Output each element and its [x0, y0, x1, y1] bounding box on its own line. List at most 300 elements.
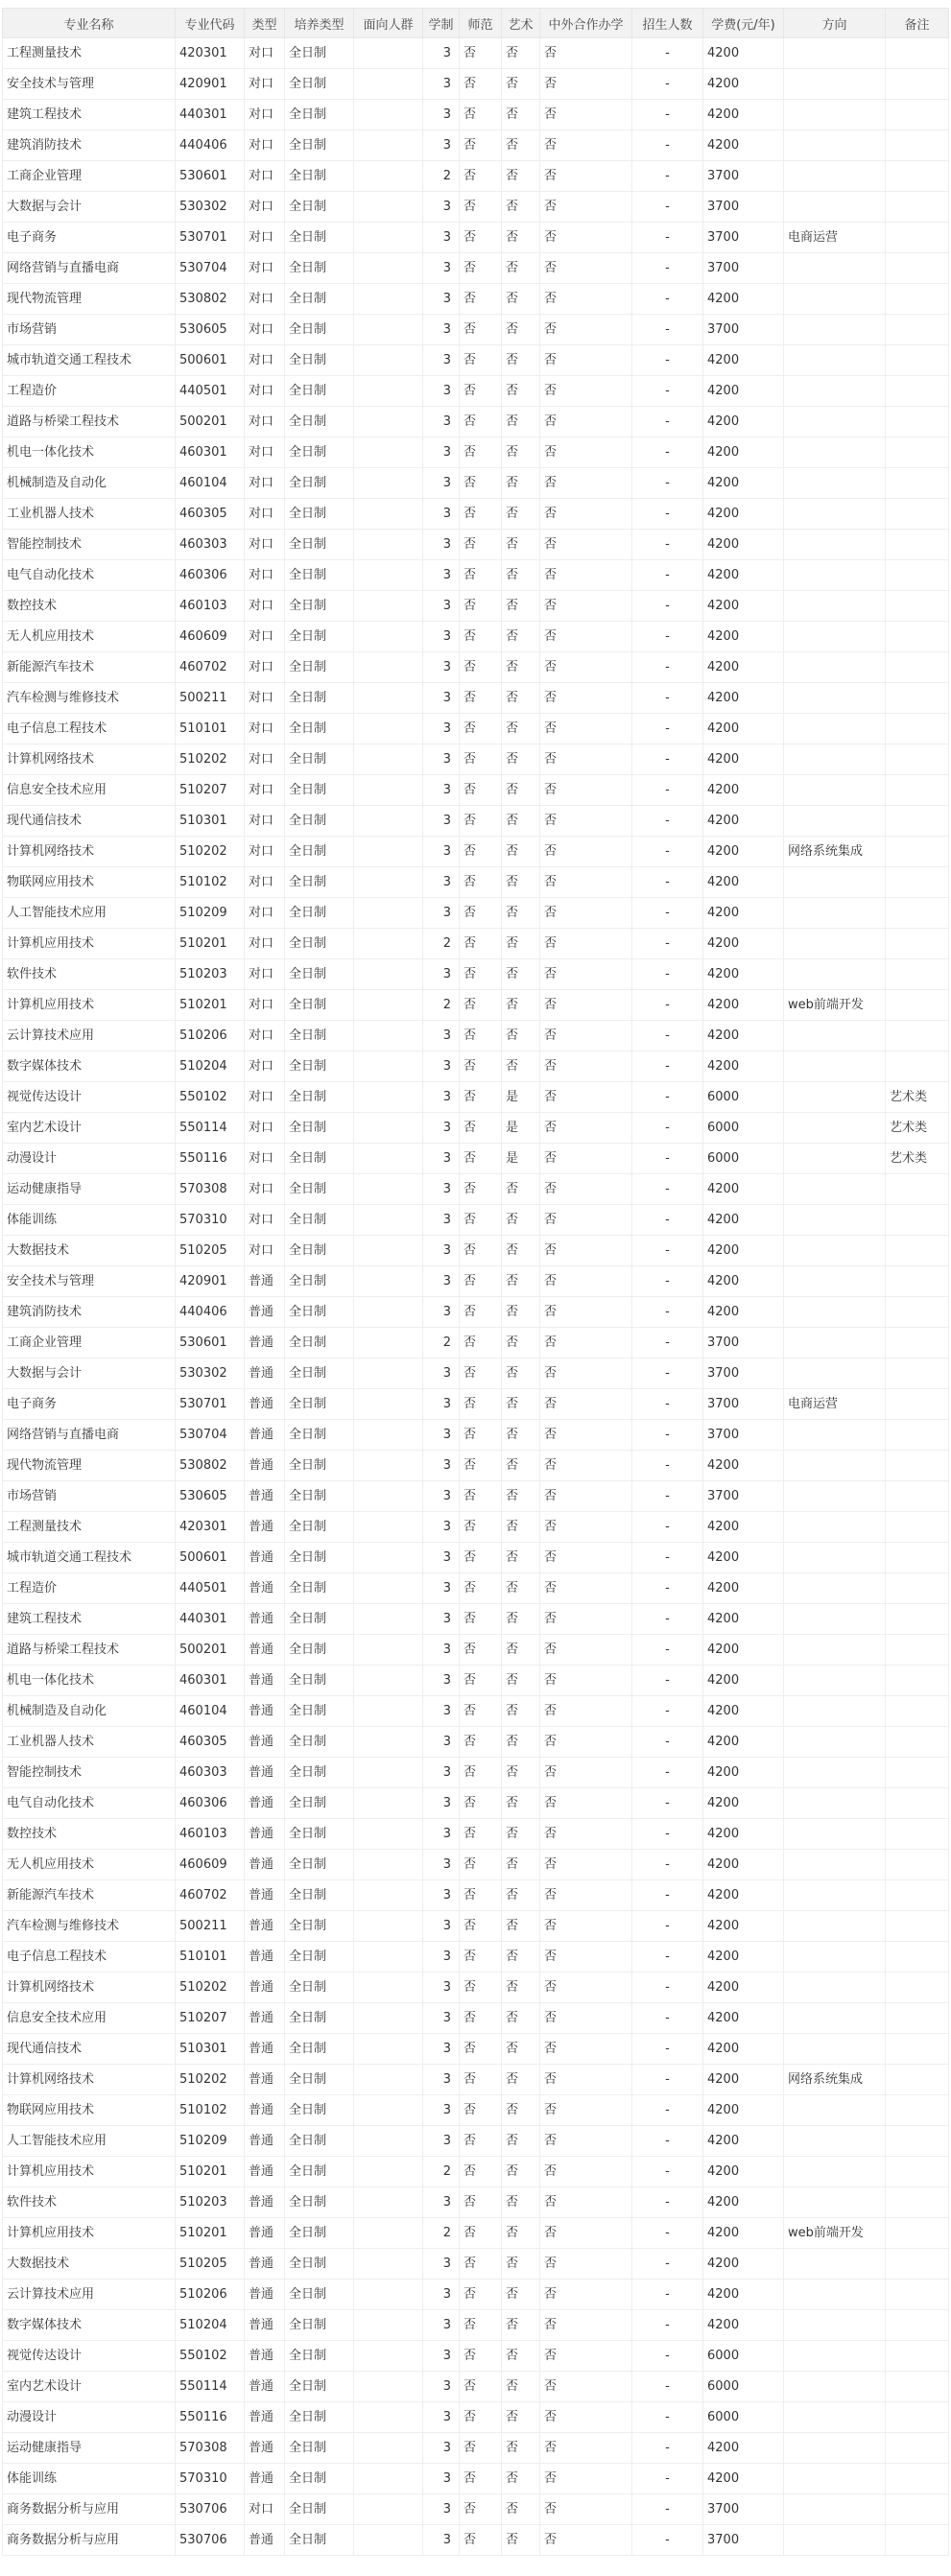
cell-training: 全日制 [285, 1727, 354, 1758]
cell-years: 3 [423, 2034, 460, 2065]
cell-type: 普通 [245, 1297, 285, 1328]
cell-target [354, 1604, 423, 1635]
cell-years: 3 [423, 2525, 460, 2556]
cell-normal: 否 [460, 2402, 502, 2433]
cell-quota: - [632, 130, 703, 161]
cell-remark [886, 2433, 949, 2464]
cell-art: 是 [502, 1113, 540, 1144]
table-row [3, 2280, 949, 2310]
cell-quota: - [632, 1758, 703, 1788]
cell-years: 3 [423, 315, 460, 345]
table-row [3, 990, 949, 1021]
cell-target [354, 1635, 423, 1666]
cell-direction [784, 2341, 886, 2372]
cell-years: 3 [423, 1052, 460, 1082]
cell-years: 3 [423, 1359, 460, 1389]
cell-quota: - [632, 1543, 703, 1573]
table-row [3, 376, 949, 407]
cell-quota: - [632, 2341, 703, 2372]
cell-art: 否 [502, 2218, 540, 2249]
cell-training: 全日制 [285, 130, 354, 161]
cell-joint: 否 [540, 1266, 632, 1297]
cell-quota: - [632, 437, 703, 468]
cell-target [354, 2280, 423, 2310]
cell-direction [784, 898, 886, 929]
cell-tuition: 4200 [703, 2218, 784, 2249]
cell-training: 全日制 [285, 1082, 354, 1113]
cell-art: 否 [502, 2464, 540, 2494]
cell-name: 智能控制技术 [3, 1758, 176, 1788]
cell-target [354, 1880, 423, 1911]
cell-quota: - [632, 898, 703, 929]
cell-training: 全日制 [285, 38, 354, 69]
cell-tuition: 4200 [703, 1880, 784, 1911]
cell-direction [784, 2249, 886, 2280]
cell-quota: - [632, 2494, 703, 2525]
col-header-direction: 方向 [784, 9, 886, 38]
cell-years: 3 [423, 1942, 460, 1973]
cell-remark [886, 683, 949, 714]
cell-name: 机电一体化技术 [3, 437, 176, 468]
cell-direction [784, 2525, 886, 2556]
cell-type: 对口 [245, 1174, 285, 1205]
cell-quota: - [632, 376, 703, 407]
col-header-tuition: 学费(元/年) [703, 9, 784, 38]
cell-code: 440406 [176, 1297, 245, 1328]
cell-joint: 否 [540, 1973, 632, 2003]
cell-joint: 否 [540, 1543, 632, 1573]
cell-normal: 否 [460, 837, 502, 867]
cell-direction [784, 1727, 886, 1758]
cell-years: 3 [423, 376, 460, 407]
cell-art: 否 [502, 315, 540, 345]
cell-quota: - [632, 714, 703, 744]
header-row [3, 9, 949, 38]
cell-name: 电气自动化技术 [3, 1788, 176, 1819]
cell-art: 否 [502, 407, 540, 437]
cell-name: 大数据与会计 [3, 192, 176, 223]
table-row [3, 1021, 949, 1052]
cell-joint: 否 [540, 2187, 632, 2218]
cell-remark [886, 1297, 949, 1328]
cell-name: 电子商务 [3, 223, 176, 253]
cell-training: 全日制 [285, 2341, 354, 2372]
cell-remark [886, 1973, 949, 2003]
cell-tuition: 4200 [703, 714, 784, 744]
cell-art: 否 [502, 1052, 540, 1082]
cell-art: 否 [502, 1512, 540, 1543]
cell-years: 3 [423, 652, 460, 683]
cell-joint: 否 [540, 867, 632, 898]
cell-joint: 否 [540, 468, 632, 499]
table-row [3, 1512, 949, 1543]
cell-direction [784, 468, 886, 499]
table-row [3, 1788, 949, 1819]
cell-joint: 否 [540, 1604, 632, 1635]
cell-code: 500601 [176, 345, 245, 376]
cell-direction [784, 1973, 886, 2003]
cell-remark [886, 407, 949, 437]
cell-remark [886, 192, 949, 223]
cell-training: 全日制 [285, 959, 354, 990]
cell-direction [784, 2157, 886, 2187]
cell-training: 全日制 [285, 284, 354, 315]
cell-direction [784, 1236, 886, 1266]
cell-direction [784, 2310, 886, 2341]
cell-years: 3 [423, 1389, 460, 1420]
cell-code: 460301 [176, 1666, 245, 1696]
cell-quota: - [632, 499, 703, 530]
cell-years: 3 [423, 1236, 460, 1266]
cell-years: 3 [423, 1911, 460, 1942]
cell-direction [784, 407, 886, 437]
cell-direction: 电商运营 [784, 223, 886, 253]
cell-years: 3 [423, 744, 460, 775]
table-row [3, 499, 949, 530]
cell-art: 否 [502, 1880, 540, 1911]
cell-tuition: 3700 [703, 1389, 784, 1420]
cell-name: 大数据与会计 [3, 1359, 176, 1389]
cell-direction [784, 2494, 886, 2525]
cell-joint: 否 [540, 2095, 632, 2126]
cell-joint: 否 [540, 560, 632, 591]
cell-tuition: 4200 [703, 2003, 784, 2034]
cell-normal: 否 [460, 1727, 502, 1758]
cell-normal: 否 [460, 2341, 502, 2372]
cell-training: 全日制 [285, 1113, 354, 1144]
cell-direction [784, 1635, 886, 1666]
cell-direction [784, 1052, 886, 1082]
cell-remark [886, 315, 949, 345]
cell-years: 3 [423, 2187, 460, 2218]
cell-normal: 否 [460, 2034, 502, 2065]
cell-direction [784, 2402, 886, 2433]
cell-quota: - [632, 1481, 703, 1512]
cell-years: 3 [423, 499, 460, 530]
cell-normal: 否 [460, 284, 502, 315]
cell-art: 是 [502, 1144, 540, 1174]
cell-normal: 否 [460, 2525, 502, 2556]
cell-normal: 否 [460, 345, 502, 376]
cell-name: 现代物流管理 [3, 284, 176, 315]
cell-remark [886, 468, 949, 499]
cell-years: 3 [423, 2372, 460, 2402]
cell-remark [886, 2464, 949, 2494]
cell-years: 3 [423, 1727, 460, 1758]
table-row [3, 192, 949, 223]
cell-normal: 否 [460, 2126, 502, 2157]
cell-quota: - [632, 1266, 703, 1297]
cell-training: 全日制 [285, 806, 354, 837]
cell-training: 全日制 [285, 1543, 354, 1573]
table-row [3, 959, 949, 990]
cell-name: 信息安全技术应用 [3, 2003, 176, 2034]
cell-remark [886, 990, 949, 1021]
cell-joint: 否 [540, 345, 632, 376]
cell-training: 全日制 [285, 990, 354, 1021]
cell-name: 机电一体化技术 [3, 1666, 176, 1696]
cell-years: 3 [423, 959, 460, 990]
cell-name: 工程测量技术 [3, 1512, 176, 1543]
cell-quota: - [632, 1082, 703, 1113]
cell-years: 3 [423, 867, 460, 898]
cell-joint: 否 [540, 1144, 632, 1174]
cell-target [354, 806, 423, 837]
cell-direction [784, 69, 886, 100]
cell-quota: - [632, 867, 703, 898]
cell-training: 全日制 [285, 2464, 354, 2494]
cell-normal: 否 [460, 1389, 502, 1420]
cell-tuition: 4200 [703, 407, 784, 437]
cell-type: 对口 [245, 100, 285, 130]
cell-joint: 否 [540, 2372, 632, 2402]
cell-normal: 否 [460, 407, 502, 437]
cell-quota: - [632, 1727, 703, 1758]
cell-remark [886, 284, 949, 315]
cell-training: 全日制 [285, 1359, 354, 1389]
cell-type: 对口 [245, 38, 285, 69]
cell-code: 530601 [176, 161, 245, 192]
cell-type: 对口 [245, 806, 285, 837]
cell-tuition: 4200 [703, 1819, 784, 1850]
cell-art: 否 [502, 2525, 540, 2556]
cell-remark [886, 1052, 949, 1082]
col-header-remark: 备注 [886, 9, 949, 38]
cell-direction [784, 376, 886, 407]
cell-code: 500201 [176, 1635, 245, 1666]
col-header-normal: 师范 [460, 9, 502, 38]
cell-type: 普通 [245, 1788, 285, 1819]
cell-art: 否 [502, 1021, 540, 1052]
cell-name: 城市轨道交通工程技术 [3, 1543, 176, 1573]
cell-quota: - [632, 959, 703, 990]
cell-training: 全日制 [285, 1604, 354, 1635]
cell-normal: 否 [460, 744, 502, 775]
cell-name: 大数据技术 [3, 1236, 176, 1266]
cell-art: 否 [502, 2402, 540, 2433]
cell-name: 安全技术与管理 [3, 1266, 176, 1297]
cell-tuition: 3700 [703, 223, 784, 253]
table-row [3, 1328, 949, 1359]
cell-joint: 否 [540, 683, 632, 714]
cell-quota: - [632, 1297, 703, 1328]
cell-tuition: 4200 [703, 622, 784, 652]
cell-tuition: 3700 [703, 1420, 784, 1451]
cell-code: 530605 [176, 315, 245, 345]
cell-joint: 否 [540, 1635, 632, 1666]
cell-target [354, 1666, 423, 1696]
cell-tuition: 3700 [703, 161, 784, 192]
cell-joint: 否 [540, 929, 632, 959]
cell-normal: 否 [460, 1328, 502, 1359]
cell-name: 商务数据分析与应用 [3, 2494, 176, 2525]
cell-years: 3 [423, 407, 460, 437]
cell-training: 全日制 [285, 407, 354, 437]
cell-remark [886, 130, 949, 161]
cell-name: 建筑消防技术 [3, 130, 176, 161]
cell-type: 对口 [245, 867, 285, 898]
cell-target [354, 2187, 423, 2218]
cell-joint: 否 [540, 1359, 632, 1389]
table-row [3, 1266, 949, 1297]
cell-quota: - [632, 1359, 703, 1389]
cell-code: 510202 [176, 2065, 245, 2095]
cell-type: 普通 [245, 1512, 285, 1543]
cell-tuition: 4200 [703, 1635, 784, 1666]
cell-quota: - [632, 1788, 703, 1819]
cell-remark [886, 1666, 949, 1696]
cell-years: 3 [423, 775, 460, 806]
cell-training: 全日制 [285, 1973, 354, 2003]
cell-joint: 否 [540, 652, 632, 683]
cell-remark [886, 2095, 949, 2126]
table-body [3, 38, 949, 2556]
cell-years: 3 [423, 1082, 460, 1113]
cell-normal: 否 [460, 1451, 502, 1481]
cell-years: 3 [423, 1297, 460, 1328]
cell-years: 3 [423, 2065, 460, 2095]
cell-years: 3 [423, 38, 460, 69]
cell-art: 否 [502, 1543, 540, 1573]
cell-training: 全日制 [285, 714, 354, 744]
cell-quota: - [632, 1973, 703, 2003]
cell-art: 否 [502, 1389, 540, 1420]
cell-name: 工程造价 [3, 1573, 176, 1604]
cell-quota: - [632, 683, 703, 714]
cell-quota: - [632, 1328, 703, 1359]
cell-normal: 否 [460, 161, 502, 192]
cell-normal: 否 [460, 1205, 502, 1236]
cell-joint: 否 [540, 192, 632, 223]
cell-quota: - [632, 1696, 703, 1727]
cell-art: 否 [502, 253, 540, 284]
cell-type: 对口 [245, 898, 285, 929]
cell-years: 3 [423, 284, 460, 315]
cell-tuition: 4200 [703, 1696, 784, 1727]
cell-code: 460306 [176, 560, 245, 591]
cell-type: 普通 [245, 1573, 285, 1604]
cell-quota: - [632, 2249, 703, 2280]
cell-target [354, 1113, 423, 1144]
cell-quota: - [632, 2464, 703, 2494]
cell-direction [784, 1788, 886, 1819]
cell-joint: 否 [540, 1512, 632, 1543]
cell-art: 否 [502, 744, 540, 775]
cell-normal: 否 [460, 1481, 502, 1512]
cell-years: 3 [423, 1850, 460, 1880]
cell-target [354, 253, 423, 284]
cell-remark [886, 1942, 949, 1973]
cell-normal: 否 [460, 2187, 502, 2218]
cell-art: 否 [502, 806, 540, 837]
cell-type: 对口 [245, 775, 285, 806]
cell-tuition: 4200 [703, 1174, 784, 1205]
cell-target [354, 1727, 423, 1758]
cell-training: 全日制 [285, 100, 354, 130]
cell-tuition: 4200 [703, 683, 784, 714]
cell-type: 普通 [245, 1543, 285, 1573]
cell-type: 对口 [245, 929, 285, 959]
cell-code: 460303 [176, 530, 245, 560]
cell-normal: 否 [460, 2310, 502, 2341]
cell-art: 否 [502, 1174, 540, 1205]
cell-joint: 否 [540, 2003, 632, 2034]
cell-years: 3 [423, 1788, 460, 1819]
cell-training: 全日制 [285, 591, 354, 622]
cell-training: 全日制 [285, 1451, 354, 1481]
cell-code: 510204 [176, 1052, 245, 1082]
cell-years: 3 [423, 2464, 460, 2494]
cell-target [354, 714, 423, 744]
cell-tuition: 4200 [703, 468, 784, 499]
cell-quota: - [632, 622, 703, 652]
table-row [3, 315, 949, 345]
cell-years: 3 [423, 1174, 460, 1205]
cell-normal: 否 [460, 1696, 502, 1727]
table-row [3, 622, 949, 652]
cell-normal: 否 [460, 315, 502, 345]
cell-art: 否 [502, 499, 540, 530]
cell-name: 机械制造及自动化 [3, 1696, 176, 1727]
cell-target [354, 1297, 423, 1328]
cell-name: 建筑工程技术 [3, 100, 176, 130]
cell-training: 全日制 [285, 1942, 354, 1973]
cell-code: 440301 [176, 1604, 245, 1635]
cell-remark [886, 591, 949, 622]
cell-type: 对口 [245, 744, 285, 775]
cell-type: 对口 [245, 1082, 285, 1113]
cell-type: 普通 [245, 2218, 285, 2249]
cell-type: 普通 [245, 1727, 285, 1758]
cell-type: 普通 [245, 1911, 285, 1942]
cell-direction: 网络系统集成 [784, 2065, 886, 2095]
cell-code: 570308 [176, 2433, 245, 2464]
cell-tuition: 4200 [703, 2157, 784, 2187]
cell-quota: - [632, 407, 703, 437]
cell-training: 全日制 [285, 929, 354, 959]
cell-target [354, 591, 423, 622]
cell-tuition: 4200 [703, 591, 784, 622]
cell-normal: 否 [460, 2218, 502, 2249]
cell-name: 建筑工程技术 [3, 1604, 176, 1635]
cell-code: 550114 [176, 1113, 245, 1144]
cell-training: 全日制 [285, 867, 354, 898]
cell-target [354, 2157, 423, 2187]
cell-code: 550116 [176, 2402, 245, 2433]
cell-name: 电子信息工程技术 [3, 1942, 176, 1973]
cell-target [354, 959, 423, 990]
cell-remark: 艺术类 [886, 1144, 949, 1174]
cell-type: 普通 [245, 1420, 285, 1451]
cell-joint: 否 [540, 1758, 632, 1788]
cell-tuition: 4200 [703, 990, 784, 1021]
cell-years: 3 [423, 806, 460, 837]
cell-years: 3 [423, 1481, 460, 1512]
table-row [3, 1543, 949, 1573]
cell-years: 3 [423, 898, 460, 929]
cell-target [354, 69, 423, 100]
cell-target [354, 2065, 423, 2095]
cell-training: 全日制 [285, 1021, 354, 1052]
table-row [3, 2003, 949, 2034]
cell-normal: 否 [460, 1297, 502, 1328]
cell-joint: 否 [540, 530, 632, 560]
cell-tuition: 4200 [703, 1850, 784, 1880]
cell-direction [784, 1174, 886, 1205]
cell-direction: web前端开发 [784, 2218, 886, 2249]
cell-normal: 否 [460, 867, 502, 898]
cell-normal: 否 [460, 1788, 502, 1819]
